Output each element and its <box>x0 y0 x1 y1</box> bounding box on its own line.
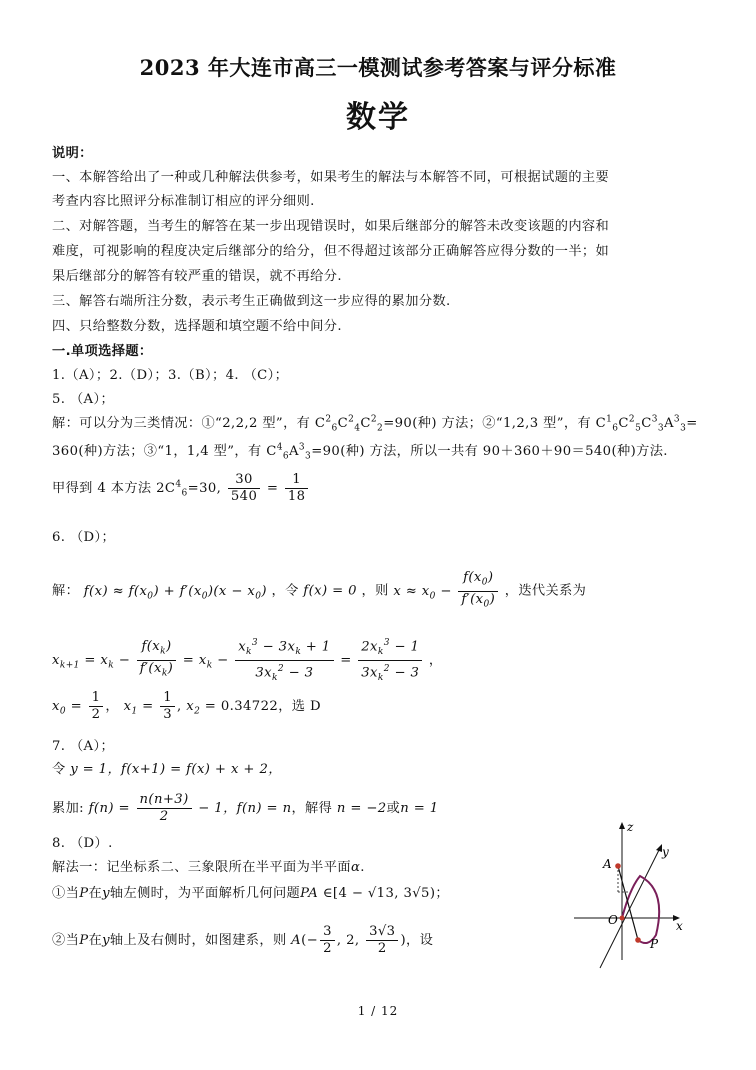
q5-solution-line1 <box>52 412 712 434</box>
intro-p1a: 一、本解答给出了一种或几种解法供参考，如果考生的解法与本解答不同，可根据试题的主要 <box>52 170 610 185</box>
q8-line3: ②当P在y轴上及右侧时，如图建系，则 A(− $\frac{3}{2}$ , 2, $\frac{3√3}{2}$ )，设 <box>52 924 434 956</box>
frac-num: $f(x_0)$ <box>458 570 498 592</box>
page-number: 1 / 12 <box>357 1004 399 1018</box>
q6-values-line: $x_0$ = $\frac{1}{2}$ ， $x_1$ = $\frac{1}{3}$ , $x_2 = 0.34722$，选 D <box>52 690 321 722</box>
frac-den: $f'(x_k)$ <box>139 661 174 679</box>
frac-den: $3x_k^2 - 3$ <box>255 664 314 684</box>
answers-q1-4: 1.（A）；2.（D）；3.（B）；4. （C）； <box>52 368 289 383</box>
frac-num: $x_k^3 - 3x_k + 1$ <box>235 635 333 661</box>
label-z: z <box>627 820 634 834</box>
label-o: O <box>608 913 618 927</box>
point-a-coords: A(− $\frac{3}{2}$ , 2, $\frac{3√3}{2}$ ) <box>291 924 406 956</box>
frac-den: $f'(x_0)$ <box>461 591 496 610</box>
frac-den: $3x_k^2 - 3$ <box>361 664 420 684</box>
q5-solution-line2 <box>52 440 712 462</box>
frac-num: 1 <box>160 690 175 707</box>
frac-num: $2x_k^3 - 1$ <box>358 635 422 661</box>
q5-text-a: 解：可以分为三类情况：①“2,2,2 型”，有 <box>52 416 311 431</box>
label-p: P <box>650 937 659 951</box>
q5-text-d: 方法，所以一共有 90＋360＋90＝540(种)方法. <box>369 444 668 459</box>
x2-value: = 0.34722 <box>204 699 279 714</box>
fraction-1-18 <box>285 472 309 505</box>
answer-q8: 8. （D）. <box>52 836 113 851</box>
answer-q6: 6. （D）； <box>52 530 116 545</box>
q7-line1 <box>52 758 712 777</box>
point-a <box>615 863 621 869</box>
q6-pick: ，选 D <box>278 699 321 714</box>
section-heading: 一.单项选择题： <box>52 344 153 359</box>
frac-num: n(n+3) <box>137 792 192 809</box>
q7-text-c: ，解得 <box>291 801 333 816</box>
q5-alt-result: =30, <box>187 481 222 496</box>
q6-text-b: ，令 <box>271 583 299 599</box>
frac-den: 2 <box>91 707 101 722</box>
answer-q5: 5. （A）； <box>52 392 115 407</box>
intro-p1b: 考查内容比照评分标准制订相应的评分细则. <box>52 194 315 209</box>
q7-expr: y = 1，f(x+1) = f(x) + x + 2， <box>70 762 282 777</box>
q6-newton-fraction <box>458 570 498 612</box>
q7-or: 或 <box>386 801 401 816</box>
q5-alt-text: 甲得到 4 本方法 <box>52 481 152 496</box>
q6-expr-x: $x \approx x_0$ − <box>393 583 452 602</box>
q5-combination-result: =90(种) <box>383 416 437 431</box>
q8-text-c3: 轴上及右侧时，如图建系，则 <box>109 933 287 948</box>
q5-equals: = <box>686 416 698 431</box>
frac-den: 18 <box>287 489 306 504</box>
q5-text-c: 360(种)方法；③“1，1,4 型”，有 <box>52 444 262 459</box>
q6-expr-taylor: $f(x) \approx f(x_0) + f'(x_0)(x - x_0)$ <box>83 583 267 602</box>
q8-text-b: ①当 <box>52 886 80 901</box>
q8-text-c: ②当 <box>52 933 80 948</box>
q5-combinations-c: $C^4_6A^3_3=90$(种) <box>266 442 365 462</box>
intro-p2a: 二、对解答题，当考生的解答在某一步出现错误时，如果后继部分的解答未改变该题的内容和 <box>52 219 610 234</box>
z-arrow <box>619 822 625 829</box>
q5-combination-result-c: =90(种) <box>311 444 365 459</box>
q5-combinations-b: $C^1_6C^2_5C^3_3A^3_3=$ <box>595 414 698 434</box>
intro-p4: 四、只给整数分数，选择题和填空题不给中间分. <box>52 319 342 334</box>
intro-heading: 说明： <box>52 146 93 161</box>
q8-line2: ①当P在y轴左侧时，为平面解析几何问题PA ∈[4 − √13, 3√5)； <box>52 886 449 901</box>
q8-text-b2: 在 <box>88 886 103 901</box>
q6-solution-line <box>52 570 712 612</box>
frac-num: 30 <box>228 472 260 489</box>
intro-p2c: 果后继部分的解答有较严重的错误，就不再给分. <box>52 269 342 284</box>
q8-text-a: 解法一：记坐标系二、三象限所在半平面为半平面 <box>52 860 351 875</box>
q8-line1: 解法一：记坐标系二、三象限所在半平面为半平面α. <box>52 860 365 875</box>
frac-x0 <box>89 690 104 723</box>
frac-x1 <box>160 690 175 723</box>
q7-text-b: 累加: <box>52 801 85 816</box>
q6-iteration-formula: $x_{k+1} = x_k$ − $\frac{f(x_k)}{f'(x_k)}$ = $x_k$ − $\frac{x_k^3 - 3x_k + 1}{3x_k^2 - 3}$ = $\frac{2x_k^3 - 1}{3x_k^2 - 3}$ ， <box>52 635 712 686</box>
segment-ap <box>618 866 638 940</box>
frac-den: 540 <box>230 489 258 504</box>
q8-text-b3: 轴左侧时，为平面解析几何问题 <box>109 886 301 901</box>
frac-num: $f(x_k)$ <box>137 639 176 661</box>
q8-text-c2: 在 <box>88 933 103 948</box>
q6-text-d: ，迭代关系为 <box>504 583 587 599</box>
point-p <box>635 937 641 943</box>
document-title: 2023 年大连市高三一模测试参考答案与评分标准 <box>139 55 617 80</box>
frac-f-over-fprime <box>137 639 176 681</box>
q6-text-a: 解： <box>52 583 80 599</box>
frac-den: 2 <box>159 809 169 824</box>
q5-combinations-a: $C^2_6C^2_4C^2_2=90$(种) <box>314 414 437 434</box>
frac-den: 3 <box>163 707 173 722</box>
intro-p3: 三、解答右端所注分数，表示考生正确做到这一步应得的累加分数. <box>52 294 451 309</box>
point-o <box>620 916 625 921</box>
subject-title: 数学 <box>346 100 410 135</box>
comma: ， <box>105 699 120 714</box>
fraction-30-540 <box>228 472 260 505</box>
label-x: x <box>676 919 683 933</box>
pa-range: ∈[4 − √13, 3√5) <box>322 886 436 901</box>
frac-num: 1 <box>89 690 104 707</box>
answer-q7: 7. （A）； <box>52 739 115 754</box>
q5-alt-expr: $2C^4_6=30$, <box>156 479 222 499</box>
q7-line2: 累加: f(n) = $\frac{n(n+3)}{2}$ − 1，f(n) = n，解得 n = −2或n = 1 <box>52 792 439 824</box>
frac-n-n3 <box>137 792 192 825</box>
q6-text-c: ，则 <box>361 583 389 599</box>
intro-p2b: 难度，可视影响的程度决定后继部分的给分，但不得超过该部分正确解答应得分数的一半；如 <box>52 244 610 259</box>
q5-alt-line: 甲得到 4 本方法 $2C^4_6=30$, $\frac{30}{540}$ = $\frac{1}{18}$ <box>52 472 712 505</box>
frac-num: 1 <box>285 472 309 489</box>
coordinate-figure <box>572 820 702 970</box>
q7-text-a: 令 <box>52 762 66 777</box>
label-a: A <box>603 857 612 871</box>
q8-text-c4: ，设 <box>406 933 434 948</box>
q5-text-b: 方法；②“1,2,3 型”，有 <box>441 416 592 431</box>
q6-expr-f: f(x) = 0 <box>303 583 357 599</box>
frac-cubic <box>235 635 333 686</box>
label-y: y <box>662 845 669 859</box>
frac-simplified <box>358 635 422 686</box>
